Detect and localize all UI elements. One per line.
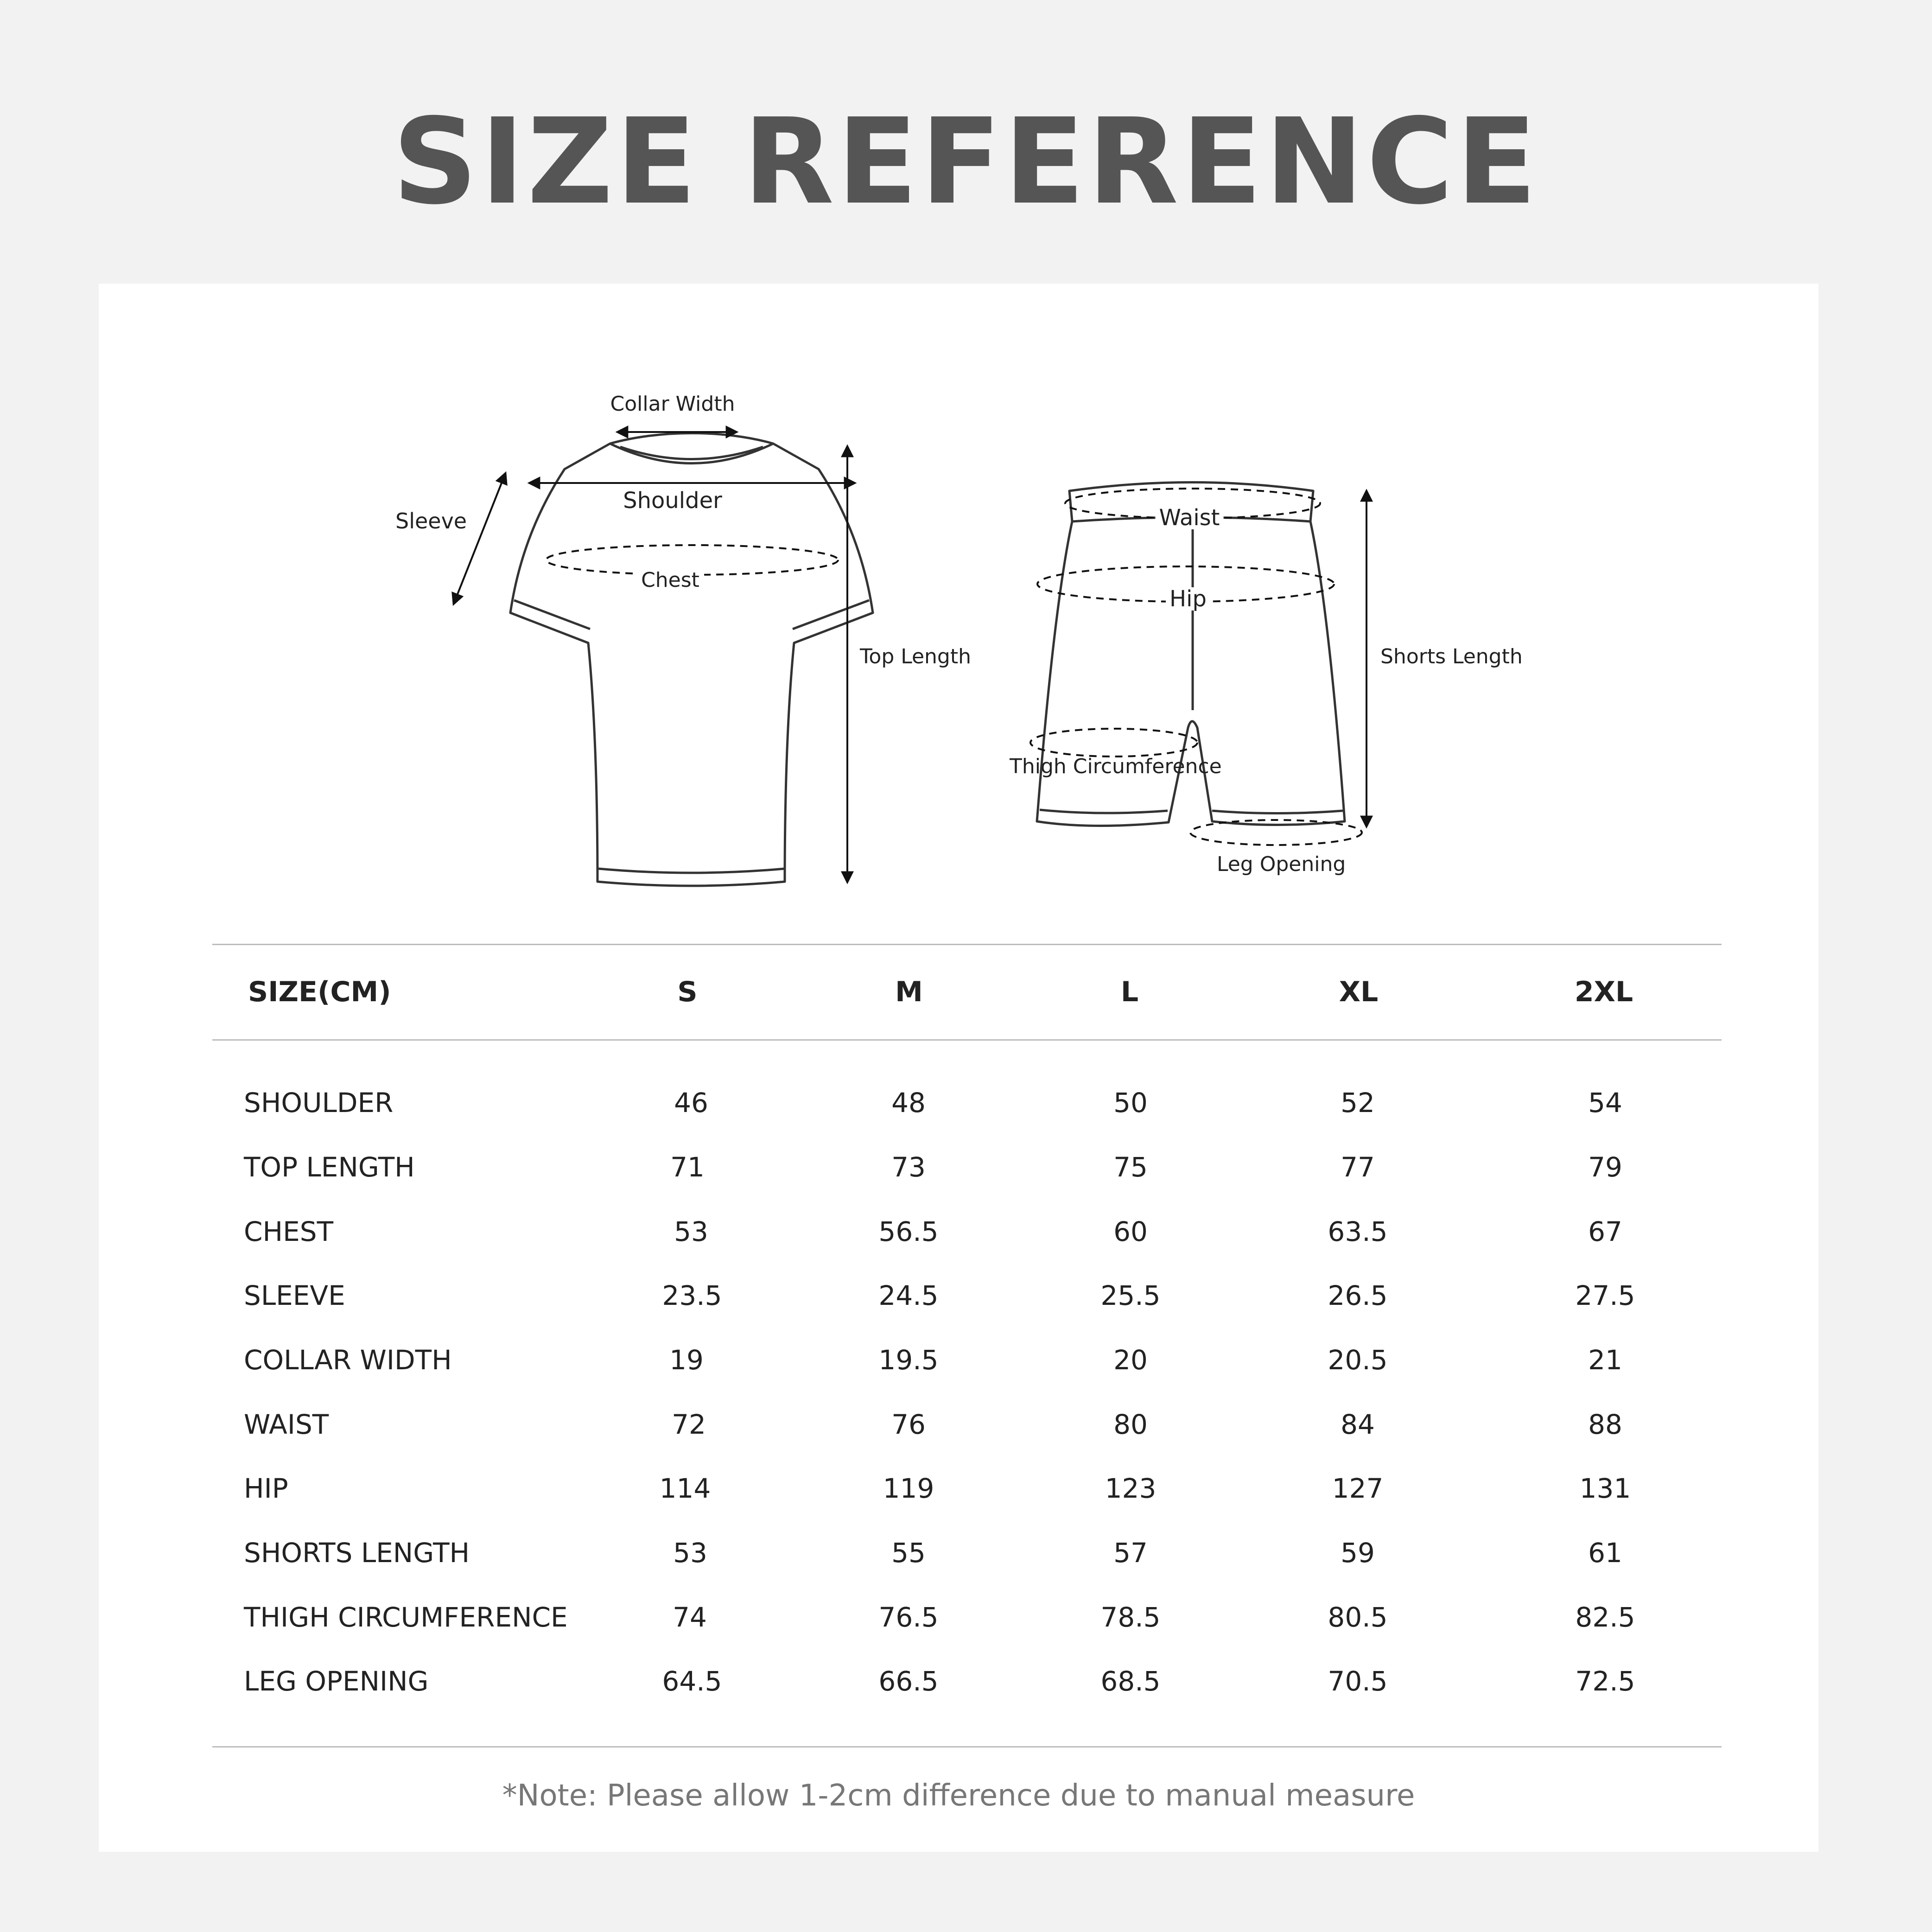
cell-shoulder-m: 48: [891, 1087, 926, 1119]
cell-collar-width-2xl: 21: [1588, 1344, 1622, 1376]
cell-top-length-m: 73: [891, 1151, 926, 1183]
cell-chest-xl: 63.5: [1328, 1216, 1388, 1247]
row-label-chest: CHEST: [244, 1216, 334, 1247]
cell-shoulder-2xl: 54: [1588, 1087, 1622, 1119]
cell-shoulder-s: 46: [674, 1087, 708, 1119]
cell-leg-opening-2xl: 72.5: [1575, 1665, 1635, 1697]
cell-leg-opening-l: 68.5: [1100, 1665, 1161, 1697]
cell-shorts-length-2xl: 61: [1588, 1537, 1622, 1569]
cell-sleeve-l: 25.5: [1100, 1280, 1161, 1311]
table-header-2xl: 2XL: [1574, 976, 1633, 1008]
cell-top-length-xl: 77: [1341, 1151, 1375, 1183]
top-length-label: Top Length: [860, 645, 972, 668]
cell-waist-xl: 84: [1341, 1409, 1375, 1440]
cell-chest-l: 60: [1113, 1216, 1148, 1247]
cell-shorts-length-l: 57: [1113, 1537, 1148, 1569]
cell-thigh-m: 76.5: [878, 1602, 939, 1633]
cell-thigh-l: 78.5: [1100, 1602, 1161, 1633]
cell-collar-width-xl: 20.5: [1328, 1344, 1388, 1376]
cell-leg-opening-xl: 70.5: [1328, 1665, 1388, 1697]
cell-shoulder-l: 50: [1113, 1087, 1148, 1119]
shorts-measure-lines: [1030, 489, 1362, 845]
table-header-size: SIZE(CM): [248, 976, 391, 1008]
cell-chest-2xl: 67: [1588, 1216, 1622, 1247]
cell-waist-s: 72: [672, 1409, 706, 1440]
cell-chest-s: 53: [674, 1216, 708, 1247]
cell-hip-l: 123: [1105, 1473, 1157, 1504]
table-header-l: L: [1120, 976, 1139, 1008]
cell-chest-m: 56.5: [878, 1216, 939, 1247]
table-bottom-rule: [212, 1746, 1722, 1748]
page-title: SIZE REFERENCE: [392, 93, 1540, 231]
chest-label: Chest: [636, 569, 704, 592]
shoulder-label: Shoulder: [623, 488, 722, 514]
garment-illustrations: [99, 284, 1818, 933]
cell-shorts-length-xl: 59: [1341, 1537, 1375, 1569]
cell-hip-m: 119: [883, 1473, 934, 1504]
sleeve-label: Sleeve: [395, 508, 467, 534]
cell-sleeve-m: 24.5: [878, 1280, 939, 1311]
row-label-collar-width: COLLAR WIDTH: [244, 1344, 452, 1376]
cell-sleeve-2xl: 27.5: [1575, 1280, 1635, 1311]
cell-collar-width-m: 19.5: [878, 1344, 939, 1376]
leg-opening-label: Leg Opening: [1217, 852, 1346, 876]
table-header-rule: [212, 1039, 1722, 1041]
row-label-shoulder: SHOULDER: [244, 1087, 394, 1119]
cell-waist-l: 80: [1113, 1409, 1148, 1440]
cell-shorts-length-m: 55: [891, 1537, 926, 1569]
cell-hip-2xl: 131: [1579, 1473, 1631, 1504]
waist-label: Waist: [1156, 506, 1224, 529]
row-label-hip: HIP: [244, 1473, 288, 1504]
measurement-note: *Note: Please allow 1-2cm difference due to manual measure: [502, 1779, 1415, 1813]
table-header-xl: XL: [1339, 976, 1379, 1008]
cell-hip-s: 114: [659, 1473, 711, 1504]
cell-collar-width-s: 19: [669, 1344, 704, 1376]
cell-waist-2xl: 88: [1588, 1409, 1622, 1440]
row-label-thigh-circumference: THIGH CIRCUMFERENCE: [244, 1602, 568, 1633]
shorts-length-label: Shorts Length: [1380, 645, 1523, 668]
cell-thigh-xl: 80.5: [1328, 1602, 1388, 1633]
cell-top-length-s: 71: [670, 1151, 705, 1183]
size-chart-card: [99, 284, 1818, 1852]
thigh-circumference-label: Thigh Circumference: [1010, 755, 1222, 778]
row-label-waist: WAIST: [244, 1409, 329, 1440]
table-top-rule: [212, 944, 1722, 945]
table-header-m: M: [895, 976, 923, 1008]
row-label-leg-opening: LEG OPENING: [244, 1665, 429, 1697]
cell-waist-m: 76: [891, 1409, 926, 1440]
cell-sleeve-s: 23.5: [662, 1280, 722, 1311]
row-label-shorts-length: SHORTS LENGTH: [244, 1537, 470, 1569]
cell-top-length-2xl: 79: [1588, 1151, 1622, 1183]
cell-thigh-2xl: 82.5: [1575, 1602, 1635, 1633]
cell-shoulder-xl: 52: [1341, 1087, 1375, 1119]
row-label-top-length: TOP LENGTH: [244, 1151, 415, 1183]
table-header-s: S: [677, 976, 698, 1008]
hip-label: Hip: [1166, 587, 1210, 610]
collar-width-label: Collar Width: [610, 392, 735, 416]
row-label-sleeve: SLEEVE: [244, 1280, 345, 1311]
cell-thigh-s: 74: [673, 1602, 707, 1633]
garment-diagram: [99, 284, 1818, 933]
cell-collar-width-l: 20: [1113, 1344, 1148, 1376]
cell-leg-opening-m: 66.5: [878, 1665, 939, 1697]
cell-top-length-l: 75: [1113, 1151, 1148, 1183]
cell-shorts-length-s: 53: [673, 1537, 707, 1569]
cell-hip-xl: 127: [1332, 1473, 1384, 1504]
cell-leg-opening-s: 64.5: [662, 1665, 722, 1697]
cell-sleeve-xl: 26.5: [1328, 1280, 1388, 1311]
